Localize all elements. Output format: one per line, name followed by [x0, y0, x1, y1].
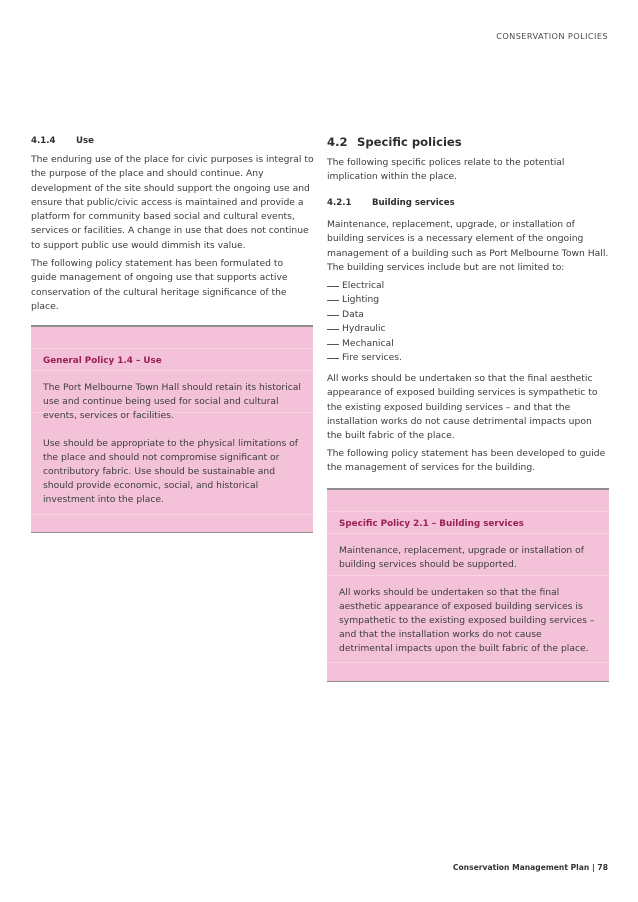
policy-title: General Policy 1.4 – Use — [43, 356, 162, 366]
heading-title: Building services — [372, 198, 455, 208]
list-item: Mechanical — [327, 337, 402, 351]
heading-number: 4.2 — [327, 135, 348, 149]
policy-title: Specific Policy 2.1 – Building services — [339, 519, 524, 529]
heading-title: Specific policies — [357, 135, 462, 149]
general-policy-box — [31, 325, 313, 533]
heading-title: Use — [76, 136, 94, 146]
dash-bullet-icon — [327, 300, 339, 301]
list-item: Data — [327, 308, 402, 322]
page-number: 78 — [597, 863, 608, 872]
footer-separator: | — [591, 863, 595, 872]
policy-paragraph: Maintenance, replacement, upgrade or installation of building services should be supported. — [339, 545, 584, 570]
policy-intro-paragraph: The following policy statement has been formulated to guide management of ongoing use that supports active conservation of the cultural heritage significance of the place. — [31, 258, 288, 312]
heading-number: 4.2.1 — [327, 198, 352, 208]
specific-policy-box — [327, 488, 609, 682]
list-item: Electrical — [327, 279, 402, 293]
page-footer — [453, 863, 608, 872]
specific-policies-intro: The following specific polices relate to the potential implication within the place. — [327, 157, 565, 183]
heading-4-1-4 — [31, 136, 94, 146]
policy-paragraph: All works should be undertaken so that the final aesthetic appearance of exposed building services is sympathetic to the existing exposed building services – and that the installation works do not cause detrimental impacts upon the built fabric of the place. — [339, 587, 595, 654]
heading-4-2 — [327, 135, 462, 149]
policy-statement-intro: The following policy statement has been developed to guide the management of services for the building. — [327, 448, 606, 474]
list-item: Hydraulic — [327, 322, 402, 336]
use-paragraph: The enduring use of the place for civic purposes is integral to the purpose of the place and should continue. Any development of the site should support the ongoing use and ensure that public/civic access is maintained and provide a platform for community based social and cultural events, services or facilities. A change in use that does not continue to support public use would dimmish its value. — [31, 154, 314, 251]
dash-bullet-icon — [327, 358, 339, 359]
dash-bullet-icon — [327, 329, 339, 330]
dash-bullet-icon — [327, 286, 339, 287]
aesthetic-paragraph: All works should be undertaken so that the final aesthetic appearance of exposed building services is sympathetic to the existing exposed building services – and that the installation works do not cause detrimental impacts upon the built fabric of the place. — [327, 373, 598, 442]
document-title: Conservation Management Plan — [452, 863, 590, 872]
building-services-paragraph: Maintenance, replacement, upgrade, or installation of building services is a necessary element of the ongoing management of a building such as Port Melbourne Town Hall. The building services include but are not limited to: — [327, 219, 609, 273]
list-item: Lighting — [327, 293, 402, 307]
heading-number: 4.1.4 — [31, 136, 56, 146]
running-header: CONSERVATION POLICIES — [496, 31, 608, 41]
list-item: Fire services. — [327, 351, 402, 365]
policy-paragraph: The Port Melbourne Town Hall should retain its historical use and continue being used for social and cultural events, services or facilities. — [43, 382, 301, 421]
policy-paragraph: Use should be appropriate to the physical limitations of the place and should not compromise significant or contributory fabric. Use should be sustainable and should provide economic, social, and historical investment into the place. — [43, 438, 299, 505]
dash-bullet-icon — [327, 344, 339, 345]
services-list — [327, 279, 402, 365]
heading-4-2-1 — [327, 198, 455, 208]
dash-bullet-icon — [327, 315, 339, 316]
